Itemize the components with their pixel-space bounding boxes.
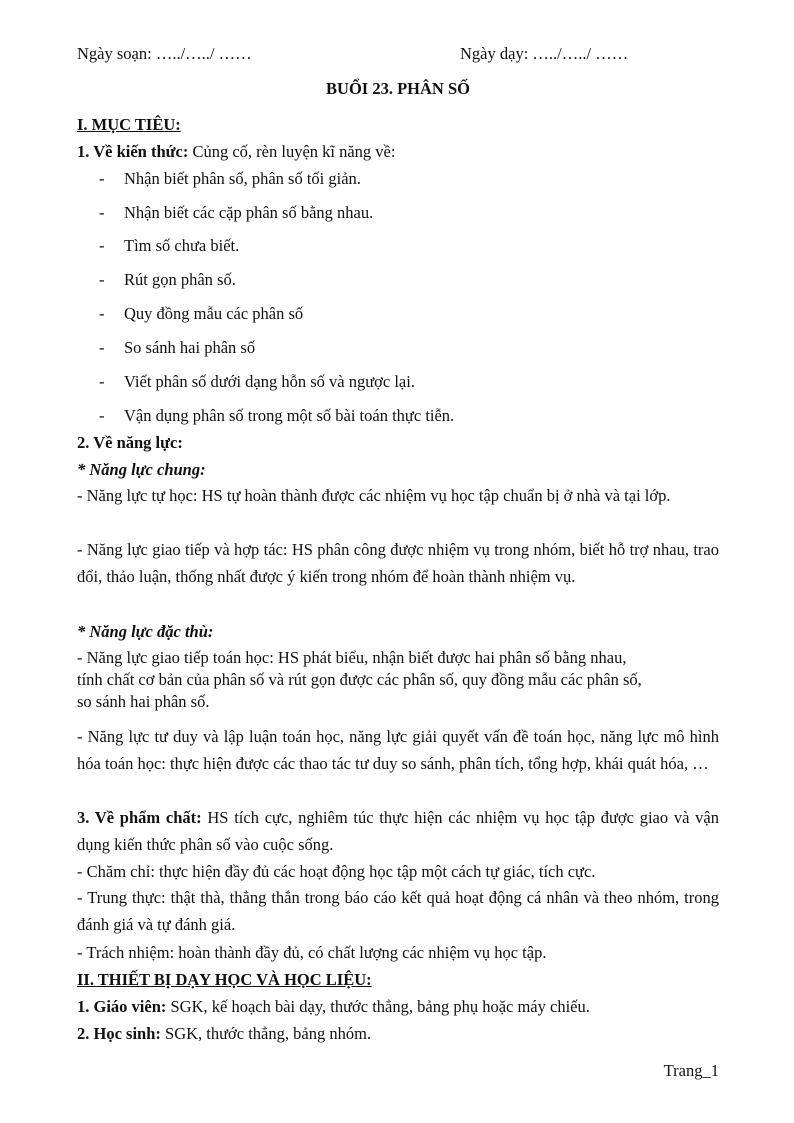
section-objectives-heading: I. MỤC TIÊU: <box>77 115 181 134</box>
general-competence-self-study: - Năng lực tự học: HS tự hoàn thành được các nhiệm vụ học tập chuẩn bị ở nhà và tại lớp. <box>77 486 671 505</box>
specific-competence-label: * Năng lực đặc thù: <box>77 622 214 641</box>
student-text: SGK, thước thẳng, bảng nhóm. <box>160 1024 372 1043</box>
student-equipment <box>77 1024 371 1044</box>
page-number: Trang_1 <box>663 1061 719 1080</box>
student-label: 2. Học sinh: <box>77 1024 161 1043</box>
competence-label: 2. Về năng lực: <box>77 433 183 452</box>
qualities-text: HS tích cực, nghiêm túc thực hiện các nhiệm vụ học tập được giao và vận dụng kiến thức phân số vào cuộc sống. <box>77 808 719 854</box>
knowledge-paragraph <box>77 142 395 162</box>
teacher-text: SGK, kế hoạch bài dạy, thước thẳng, bảng phụ hoặc máy chiếu. <box>166 997 590 1016</box>
qualities-paragraph <box>77 804 719 858</box>
knowledge-text: Củng cố, rèn luyện kĩ năng về: <box>188 142 396 161</box>
quality-honesty: - Trung thực: thật thà, thẳng thắn trong báo cáo kết quả hoạt động cá nhân và theo nhóm, trong đánh giá và tự đánh giá. <box>77 888 719 934</box>
specific-competence-communication-line3: so sánh hai phân số. <box>77 692 210 711</box>
page-title: BUỔI 23. PHÂN SỐ <box>326 79 470 98</box>
specific-competence-communication-line1: - Năng lực giao tiếp toán học: HS phát biểu, nhận biết được hai phân số bằng nhau, <box>77 648 627 667</box>
date-prepared: Ngày soạn: …../…../ …… <box>77 44 252 63</box>
teacher-equipment <box>77 997 590 1017</box>
quality-diligence: - Chăm chỉ: thực hiện đầy đủ các hoạt động học tập một cách tự giác, tích cực. <box>77 862 596 881</box>
teacher-label: 1. Giáo viên: <box>77 997 167 1016</box>
specific-competence-communication-line2: tính chất cơ bản của phân số và rút gọn được các phân số, quy đồng mẫu các phân số, <box>77 670 642 689</box>
specific-competence-reasoning: - Năng lực tư duy và lập luận toán học, năng lực giải quyết vấn đề toán học, năng lực mô hình hóa toán học: thực hiện được các thao tác tư duy so sánh, phân tích, tổng hợp, khái quát hóa, … <box>77 727 719 773</box>
quality-responsibility: - Trách nhiệm: hoàn thành đầy đủ, có chất lượng các nhiệm vụ học tập. <box>77 943 547 962</box>
date-taught: Ngày dạy: …../…../ …… <box>460 44 629 63</box>
general-competence-cooperation: - Năng lực giao tiếp và hợp tác: HS phân công được nhiệm vụ trong nhóm, biết hỗ trợ nhau, trao đổi, thảo luận, thống nhất được ý kiến trong nhóm để hoàn thành nhiệm vụ. <box>77 540 719 586</box>
section-equipment-heading: II. THIẾT BỊ DẠY HỌC VÀ HỌC LIỆU: <box>77 970 372 989</box>
knowledge-label: 1. Về kiến thức: <box>77 142 189 161</box>
general-competence-label: * Năng lực chung: <box>77 460 206 479</box>
qualities-label: 3. Về phẩm chất: <box>77 808 202 827</box>
